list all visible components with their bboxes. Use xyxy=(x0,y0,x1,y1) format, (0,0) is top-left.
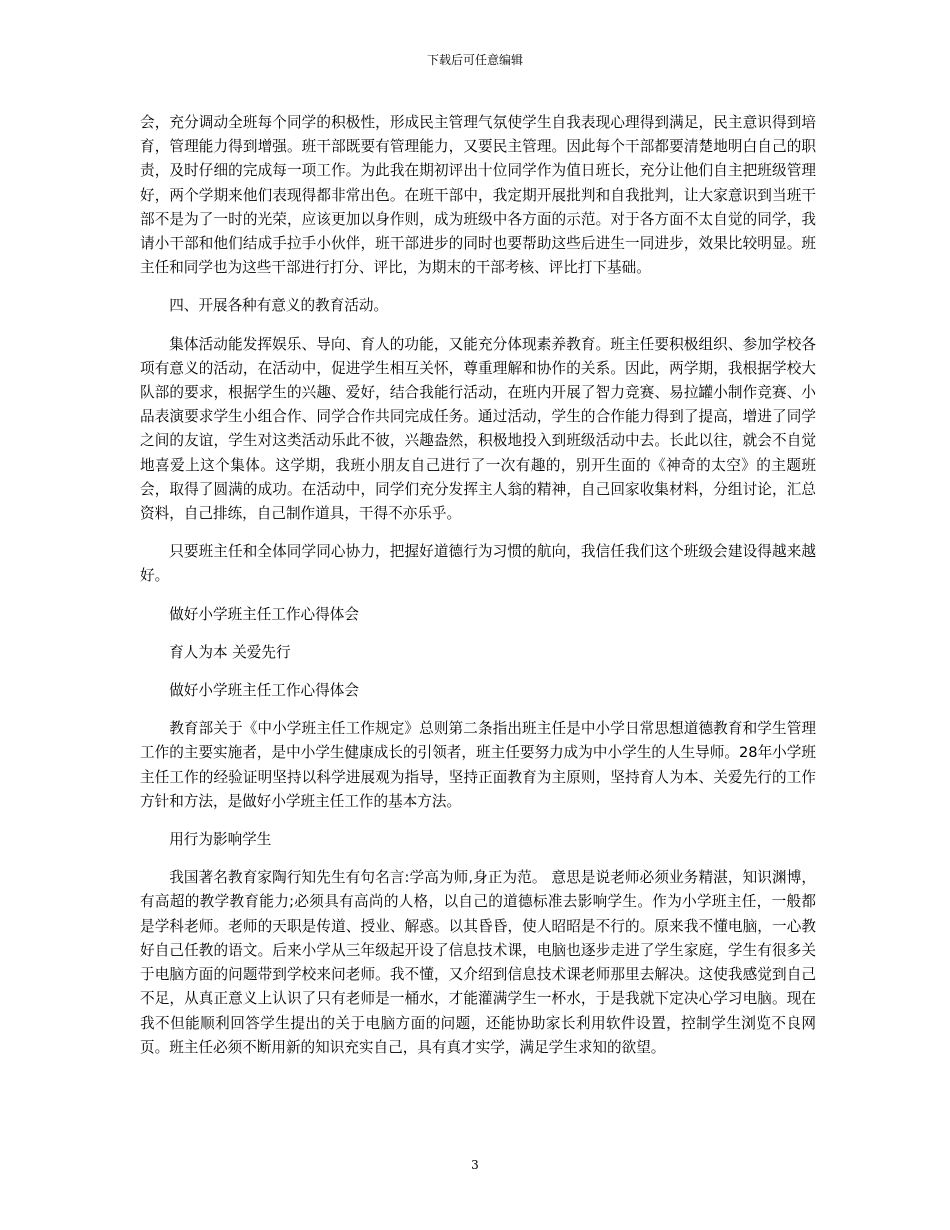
paragraph-conclusion: 只要班主任和全体同学同心协力，把握好道德行为习惯的航向，我信任我们这个班级会建设得越来越好。 xyxy=(140,543,816,585)
article-title: 做好小学班主任工作心得体会 xyxy=(169,605,359,623)
page-header: 下载后可任意编辑 xyxy=(426,53,523,67)
section-heading-behavior: 用行为影响学生 xyxy=(169,831,272,849)
paragraph-class-cadre: 会，充分调动全班每个同学的积极性，形成民主管理气氛使学生自我表现心理得到满足，民主意识得到培育，管理能力得到增强。班干部既要有管理能力，又要民主管理。因此每个干部都要清楚地明白自己的职责，及时仔细的完成每一项工作。为此我在期初评出十位同学作为值日班长，充分让他们自主把班级管理好，两个学期来他们表现得都非常出色。在班干部中，我定期开展批判和自我批判，让大家意识到当班干部不是为了一时的光荣，应该更加以身作则，成为班级中各方面的示范。对于各方面不太自觉的同学，我请小干部和他们结成手拉手小伙伴，班干部进步的同时也要帮助这些后进生一同进步，效果比较明显。班主任和同学也为这些干部进行打分、评比，为期末的干部考核、评比打下基础。 xyxy=(140,114,816,277)
article-subtitle: 育人为本 关爱先行 xyxy=(169,643,291,661)
page-number: 3 xyxy=(471,1158,479,1172)
paragraph-tao-xingzhi: 我国著名教育家陶行知先生有句名言:学高为师,身正为范。 意思是说老师必须业务精湛，知识渊博，有高超的教学教育能力;必须具有高尚的人格，以自己的道德标准去影响学生。作为小学班主任，一般都是学科老师。老师的天职是传道、授业、解惑。以其昏昏，使人昭昭是不行的。原来我不懂电脑，一心教好自己任教的语文。后来小学从三年级起开设了信息技术课，电脑也逐步走进了学生家庭，学生有很多关于电脑方面的问题带到学校来问老师。我不懂，又介绍到信息技术课老师那里去解决。这使我感觉到自己不足，从真正意义上认识了只有老师是一桶水，才能灌满学生一杯水，于是我就下定决心学习电脑。现在我不但能顺利回答学生提出的关于电脑方面的问题，还能协助家长利用软件设置，控制学生浏览不良网页。班主任必须不断用新的知识充实自己，具有真才实学，满足学生求知的欲望。 xyxy=(140,869,816,1056)
document-body xyxy=(140,111,816,1074)
section-heading-activities: 四、开展各种有意义的教育活动。 xyxy=(169,297,389,315)
paragraph-regulations: 教育部关于《中小学班主任工作规定》总则第二条指出班主任是中小学日常思想道德教育和学生管理工作的主要实施者，是中小学生健康成长的引领者，班主任要努力成为中小学生的人生导师。28年小学班主任工作的经验证明坚持以科学进展观为指导，坚持正面教育为主原则，坚持育人为本、关爱先行的工作方针和方法，是做好小学班主任工作的基本方法。 xyxy=(140,720,816,810)
paragraph-collective-activities: 集体活动能发挥娱乐、导向、育人的功能，又能充分体现素养教育。班主任要积极组织、参加学校各项有意义的活动，在活动中，促进学生相互关怀，尊重理解和协作的关系。因此，两学期，我根据学校大队部的要求，根据学生的兴趣、爱好，结合我能行活动，在班内开展了智力竞赛、易拉罐小制作竞赛、小品表演要求学生小组合作、同学合作共同完成任务。通过活动，学生的合作能力得到了提高，增进了同学之间的友谊，学生对这类活动乐此不彼，兴趣盎然，积极地投入到班级活动中去。长此以往，就会不自觉地喜爱上这个集体。这学期，我班小朋友自己进行了一次有趣的，别开生面的《神奇的太空》的主题班会，取得了圆满的成功。在活动中，同学们充分发挥主人翁的精神，自己回家收集材料，分组讨论，汇总资料，自己排练，自己制作道具，干得不亦乐乎。 xyxy=(140,335,816,523)
article-title-repeat: 做好小学班主任工作心得体会 xyxy=(169,682,359,700)
